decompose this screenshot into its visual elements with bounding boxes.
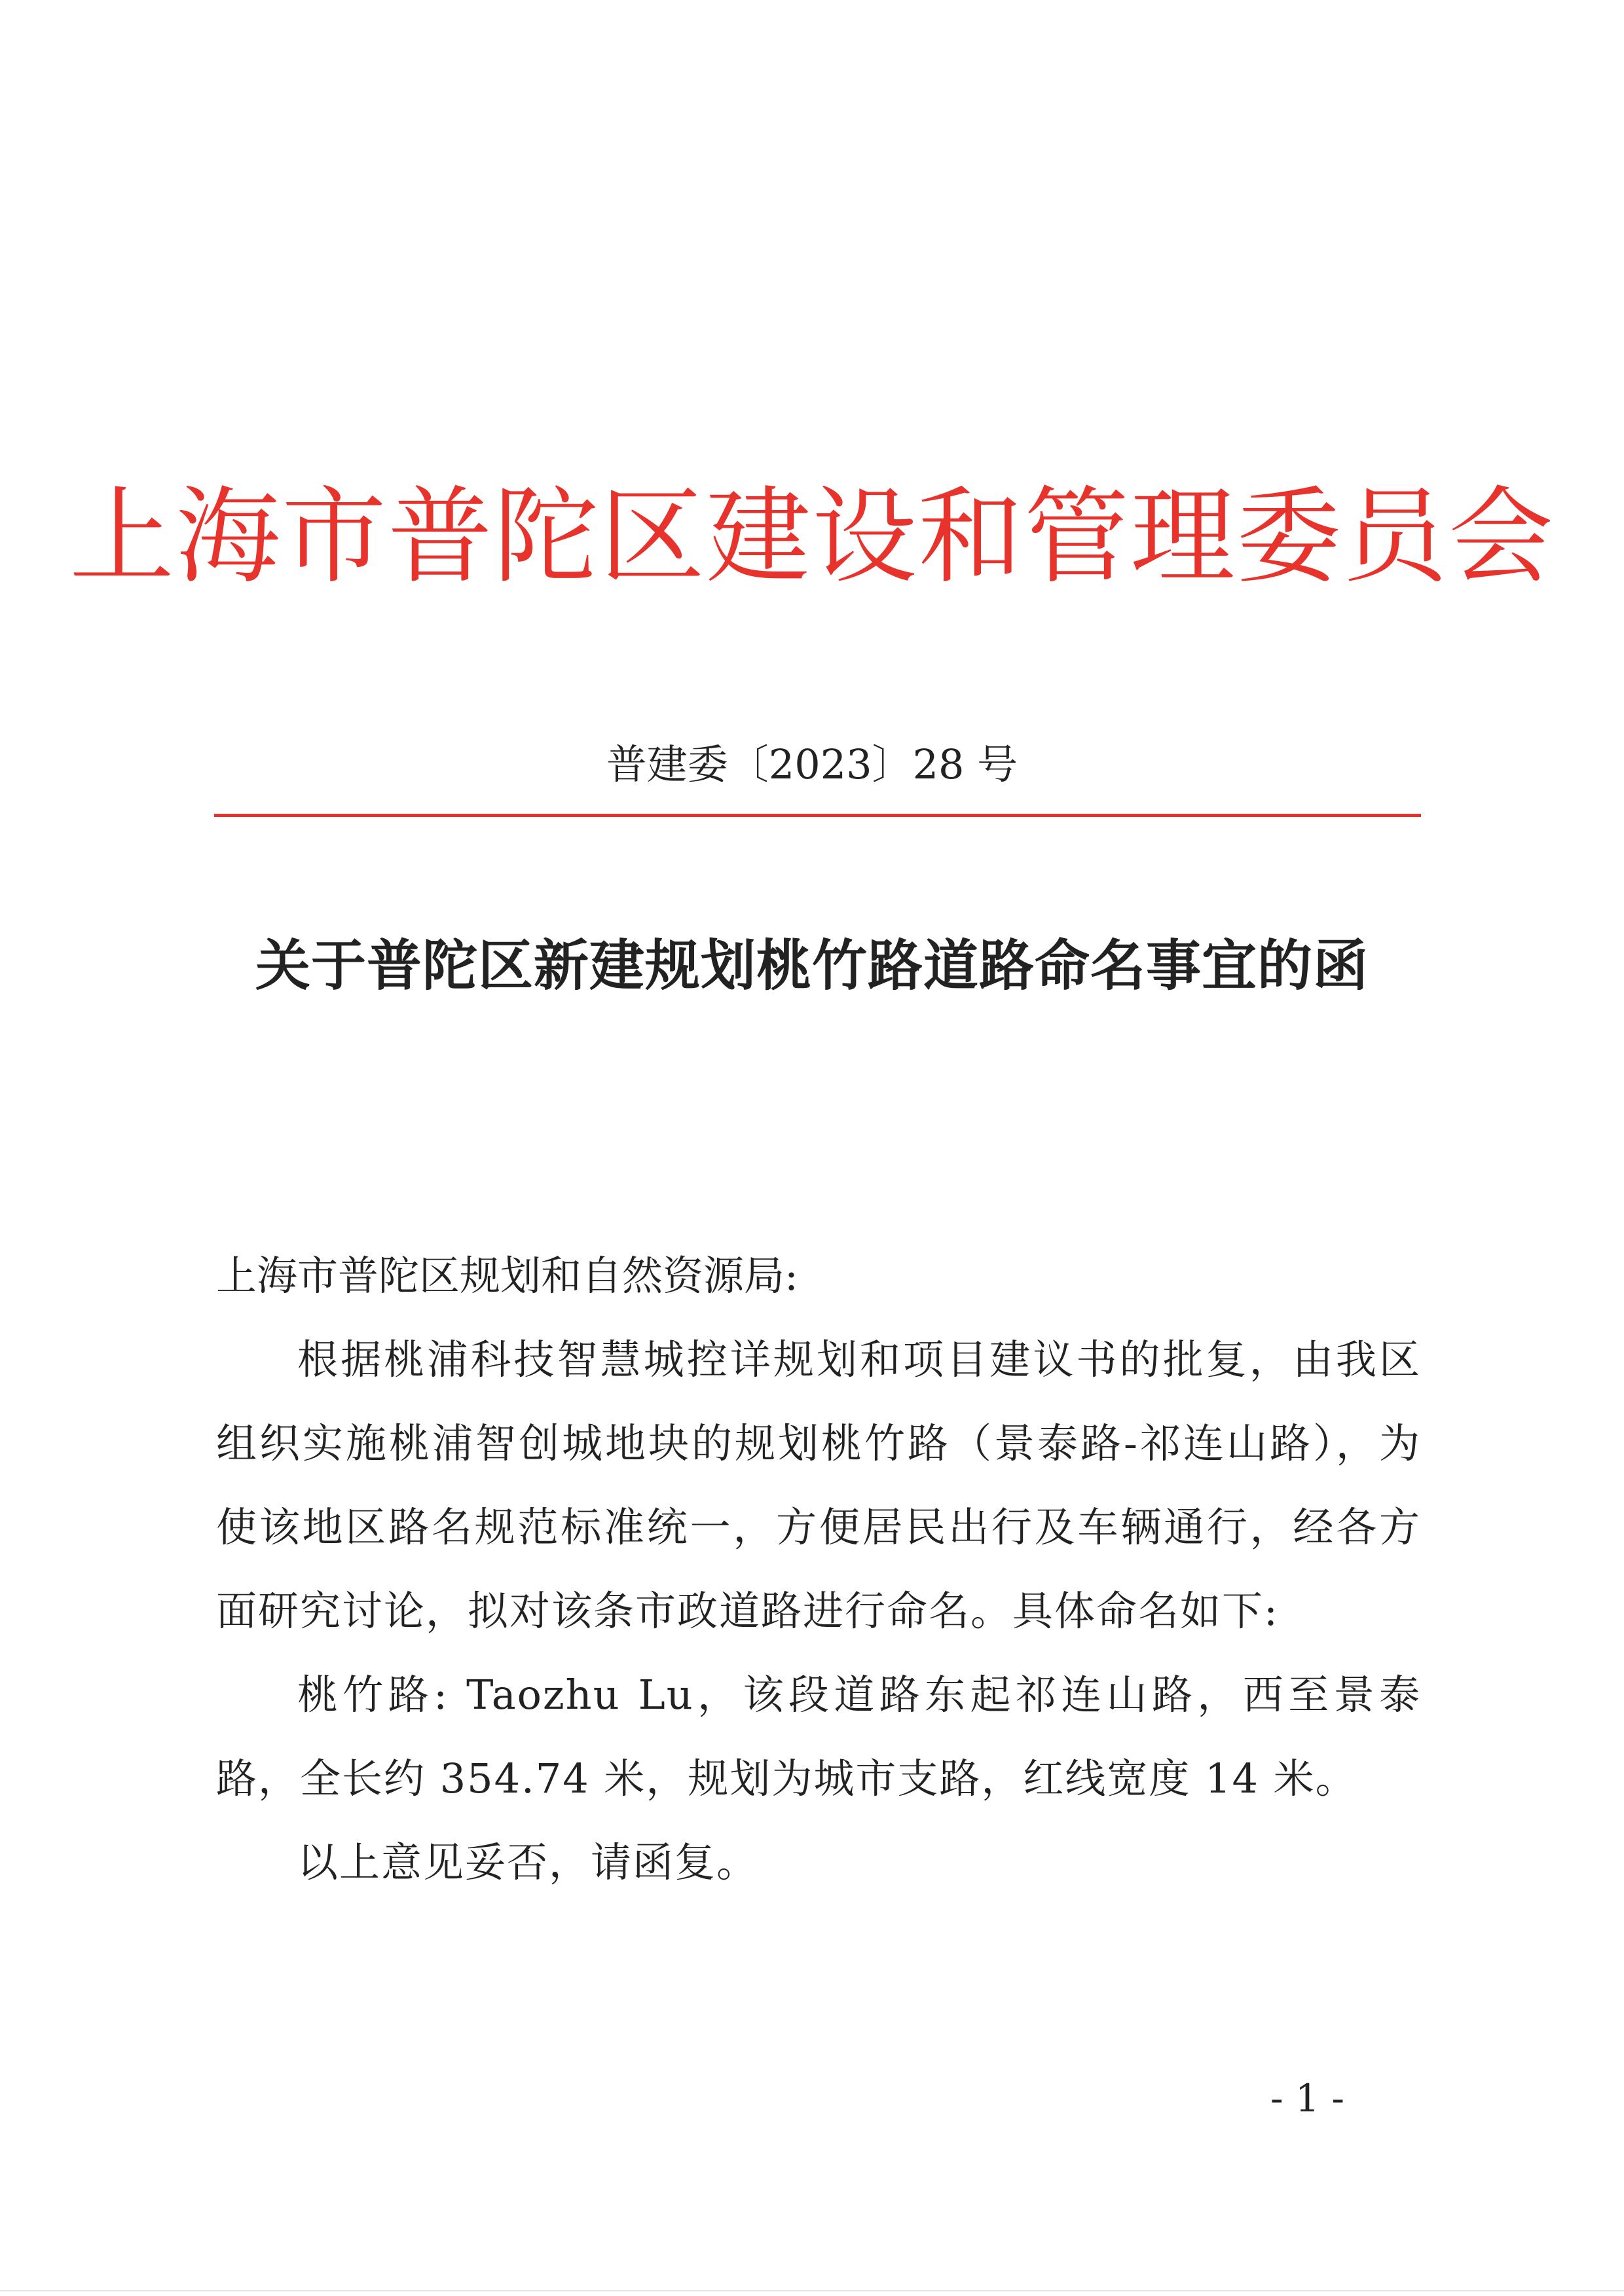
scan-edge-line [0,2290,1624,2291]
red-divider-line [214,814,1421,817]
page-number: - 1 - [1270,2076,1344,2121]
body-paragraph: 以上意见妥否，请函复。 [297,1838,759,1886]
issuer-heading: 上海市普陀区建设和管理委员会 [69,475,1555,598]
letter-body [216,1234,1421,1904]
body-paragraph: 桃竹路: Taozhu Lu，该段道路东起祁连山路，西至景泰路，全长约 354.74 米，规划为城市支路，红线宽度 14 米。 [216,1671,1421,1802]
document-number: 普建委〔2023〕28 号 [606,740,1018,788]
body-paragraph: 根据桃浦科技智慧城控详规划和项目建议书的批复，由我区组织实施桃浦智创城地块的规划桃竹路（景泰路-祁连山路），为使该地区路名规范标准统一，方便居民出行及车辆通行，经各方面研究讨论，拟对该条市政道路进行命名。具体命名如下: [216,1336,1421,1635]
salutation: 上海市普陀区规划和自然资源局: [216,1252,798,1300]
document-title: 关于普陀区新建规划桃竹路道路命名事宜的函 [255,933,1369,998]
